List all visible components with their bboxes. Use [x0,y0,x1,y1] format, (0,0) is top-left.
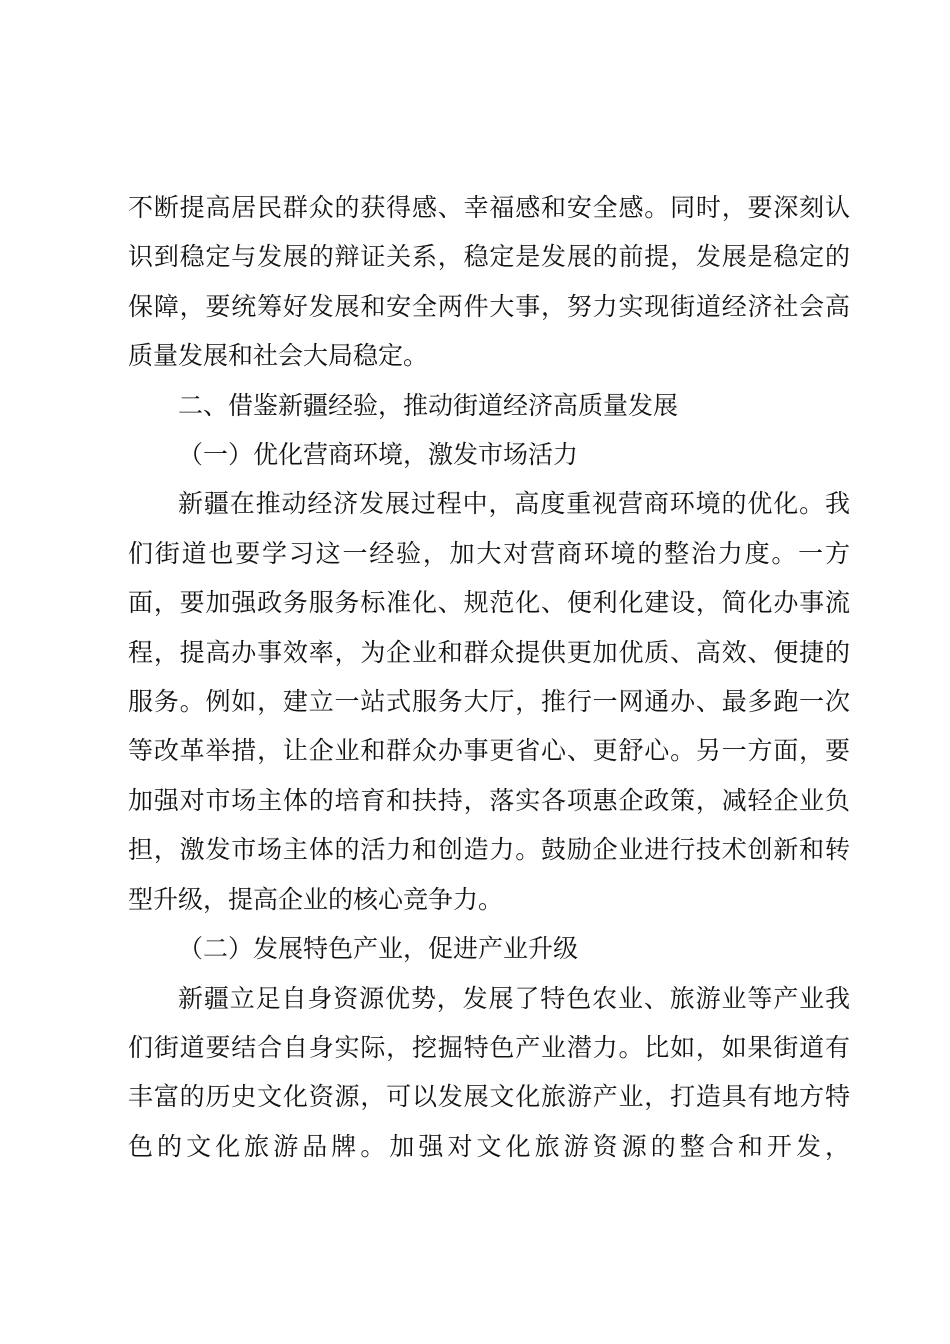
document-body [128,183,850,1171]
paragraph-special-industry: 新疆立足自身资源优势，发展了特色农业、旅游业等产业我们街道要结合自身实际，挖掘特色产业潜力。比如，如果街道有丰富的历史文化资源，可以发展文化旅游产业，打造具有地方特色的文化旅游品牌。加强对文化旅游资源的整合和开发， [128,983,850,1161]
subsection-heading-1: （一）优化营商环境，激发市场活力 [178,440,579,470]
section-heading: 二、借鉴新疆经验，推动街道经济高质量发展 [178,390,679,420]
paragraph-business-environment: 新疆在推动经济发展过程中，高度重视营商环境的优化。我们街道也要学习这一经验，加大对营商环境的整治力度。一方面，要加强政务服务标准化、规范化、便利化建设，简化办事流程，提高办事效率，为企业和群众提供更加优质、高效、便捷的服务。例如，建立一站式服务大厅，推行一网通办、最多跑一次等改革举措，让企业和群众办事更省心、更舒心。另一方面，要加强对市场主体的培育和扶持，落实各项惠企政策，减轻企业负担，激发市场主体的活力和创造力。鼓励企业进行技术创新和转型升级，提高企业的核心竞争力。 [128,489,850,914]
paragraph-continuation: 不断提高居民群众的获得感、幸福感和安全感。同时，要深刻认识到稳定与发展的辩证关系，稳定是发展的前提，发展是稳定的保障，要统筹好发展和安全两件大事，努力实现街道经济社会高质量发展和社会大局稳定。 [128,193,850,371]
subsection-heading-2: （二）发展特色产业，促进产业升级 [178,934,579,964]
